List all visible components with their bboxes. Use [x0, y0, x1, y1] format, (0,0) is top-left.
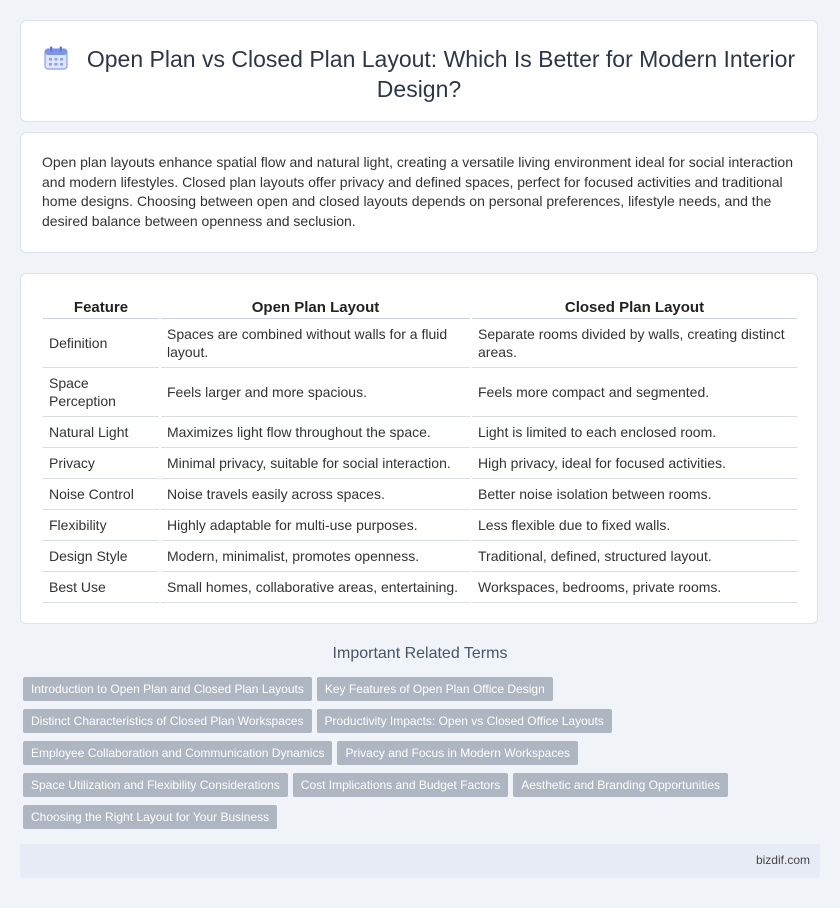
feature-cell: Flexibility	[43, 510, 159, 541]
page-title-text: Open Plan vs Closed Plan Layout: Which Is Better for Modern Interior Design?	[86, 46, 796, 102]
feature-cell: Noise Control	[43, 479, 159, 510]
related-term-tag[interactable]: Key Features of Open Plan Office Design	[317, 677, 553, 701]
calendar-icon	[43, 45, 69, 71]
related-term-tag[interactable]: Choosing the Right Layout for Your Business	[23, 805, 277, 829]
feature-cell: Best Use	[43, 572, 159, 603]
related-term-tag[interactable]: Introduction to Open Plan and Closed Plan Layouts	[23, 677, 312, 701]
header-feature: Feature	[43, 296, 159, 319]
intro-paragraph: Open plan layouts enhance spatial flow and natural light, creating a versatile living environment ideal for social interaction and modern lifestyles. Closed plan layouts offer privacy and defined spaces, perfect for focused activities and traditional home designs. Choosing between open and closed layouts depends on personal preferences, lifestyle needs, and the desired balance between openness and seclusion.	[42, 154, 793, 229]
open-plan-cell: Small homes, collaborative areas, entertaining.	[161, 572, 470, 603]
open-plan-cell: Feels larger and more spacious.	[161, 368, 470, 417]
related-term-tag[interactable]: Distinct Characteristics of Closed Plan Workspaces	[23, 709, 312, 733]
footer-brand[interactable]: bizdif.com	[755, 853, 810, 867]
table-row	[43, 541, 797, 572]
open-plan-cell: Spaces are combined without walls for a fluid layout.	[161, 319, 470, 368]
related-term-tag[interactable]: Employee Collaboration and Communication Dynamics	[23, 741, 332, 765]
open-plan-cell: Highly adaptable for multi-use purposes.	[161, 510, 470, 541]
open-plan-cell: Noise travels easily across spaces.	[161, 479, 470, 510]
table-row	[43, 417, 797, 448]
header-open-plan: Open Plan Layout	[161, 296, 470, 319]
closed-plan-cell: Less flexible due to fixed walls.	[472, 510, 797, 541]
header-closed-plan: Closed Plan Layout	[472, 296, 797, 319]
closed-plan-cell: Feels more compact and segmented.	[472, 368, 797, 417]
feature-cell: Privacy	[43, 448, 159, 479]
related-terms-heading: Important Related Terms	[332, 645, 508, 662]
table-row	[43, 368, 797, 417]
open-plan-cell: Maximizes light flow throughout the space.	[161, 417, 470, 448]
page-title	[21, 44, 817, 104]
feature-cell: Definition	[43, 319, 159, 368]
open-plan-cell: Minimal privacy, suitable for social interaction.	[161, 448, 470, 479]
comparison-card	[20, 273, 818, 624]
table-row	[43, 319, 797, 368]
closed-plan-cell: Light is limited to each enclosed room.	[472, 417, 797, 448]
related-term-tag[interactable]: Privacy and Focus in Modern Workspaces	[337, 741, 578, 765]
table-row	[43, 479, 797, 510]
closed-plan-cell: Traditional, defined, structured layout.	[472, 541, 797, 572]
table-row	[43, 448, 797, 479]
closed-plan-cell: Workspaces, bedrooms, private rooms.	[472, 572, 797, 603]
related-terms-list	[23, 677, 783, 837]
related-term-tag[interactable]: Space Utilization and Flexibility Considerations	[23, 773, 288, 797]
title-card	[20, 20, 818, 122]
feature-cell: Space Perception	[43, 368, 159, 417]
feature-cell: Design Style	[43, 541, 159, 572]
related-term-tag[interactable]: Cost Implications and Budget Factors	[293, 773, 508, 797]
closed-plan-cell: High privacy, ideal for focused activities.	[472, 448, 797, 479]
comparison-table	[41, 296, 799, 603]
intro-card	[20, 132, 818, 253]
footer-bar	[20, 844, 820, 878]
related-term-tag[interactable]: Productivity Impacts: Open vs Closed Office Layouts	[317, 709, 612, 733]
feature-cell: Natural Light	[43, 417, 159, 448]
closed-plan-cell: Better noise isolation between rooms.	[472, 479, 797, 510]
table-header-row	[43, 296, 797, 319]
table-row	[43, 572, 797, 603]
related-term-tag[interactable]: Aesthetic and Branding Opportunities	[513, 773, 728, 797]
open-plan-cell: Modern, minimalist, promotes openness.	[161, 541, 470, 572]
table-row	[43, 510, 797, 541]
closed-plan-cell: Separate rooms divided by walls, creating distinct areas.	[472, 319, 797, 368]
